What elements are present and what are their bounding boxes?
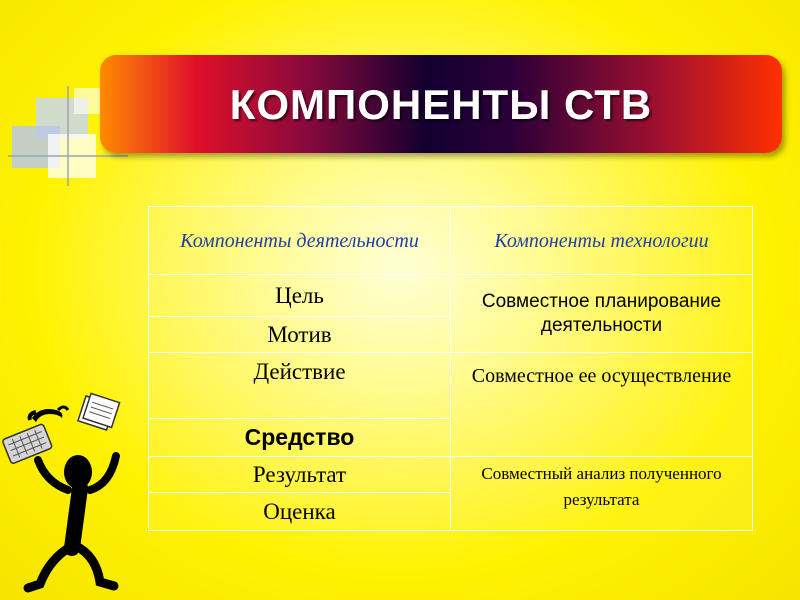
components-table-container: [148, 206, 752, 531]
table-row: [149, 457, 753, 493]
cell-joint-planning: Совместное планирование деятельности: [451, 275, 753, 353]
cell-means: Средство: [149, 419, 451, 457]
cell-joint-implementation: Совместное ее осуществление: [451, 353, 753, 457]
components-table: [148, 206, 753, 531]
table-header-row: [149, 207, 753, 275]
cell-result: Результат: [149, 457, 451, 493]
juggling-figure-icon: [0, 390, 145, 600]
header-activity-components: Компоненты деятельности: [149, 207, 451, 275]
table-row: [149, 353, 753, 419]
slide-title: КОМПОНЕНТЫ СТВ: [229, 81, 653, 128]
title-banner: [100, 55, 782, 153]
table-row: [149, 275, 753, 317]
cell-action: Действие: [149, 353, 451, 419]
header-technology-components: Компоненты технологии: [451, 207, 753, 275]
cell-motive: Мотив: [149, 317, 451, 353]
cell-joint-analysis: Совместный анализ полученного результата: [451, 457, 753, 531]
cell-evaluation: Оценка: [149, 493, 451, 531]
cell-goal: Цель: [149, 275, 451, 317]
